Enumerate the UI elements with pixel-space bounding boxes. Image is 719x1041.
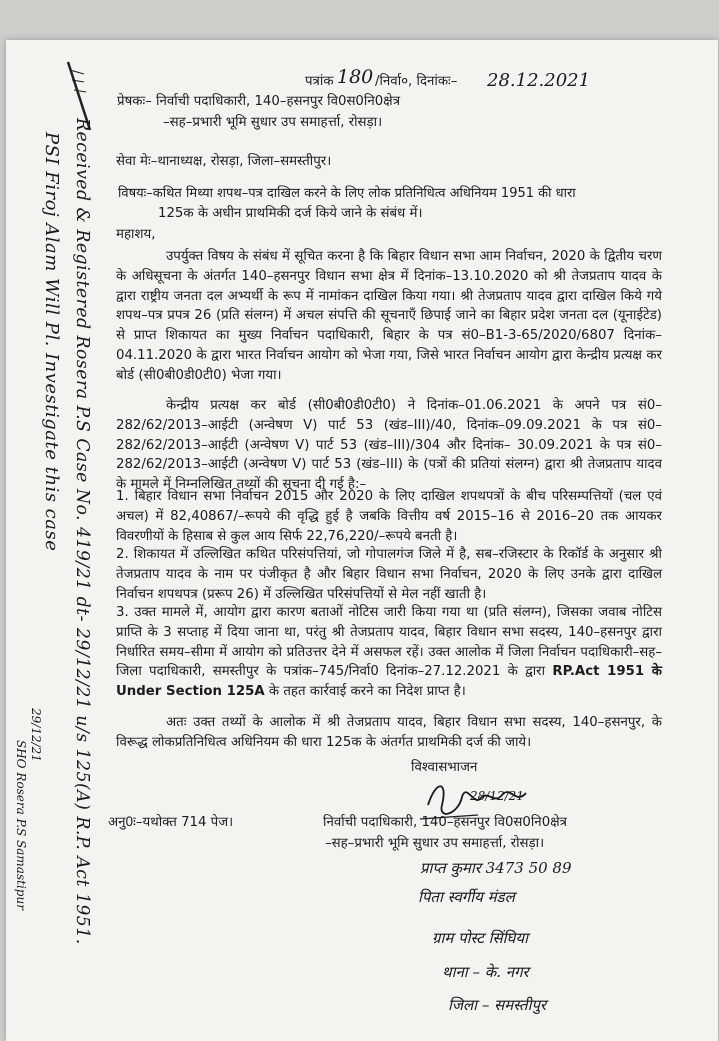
point-3-text: 3. उक्त मामले में, आयोग द्वारा कारण बताओं नोटिस जारी किया गया था (प्रति संलग्न), जिसका जवाब नोटिस प्राप्ति के 3 सप्ताह में दिया जाना था, परंतु श्री तेजप्रताप यादव, बिहार विधान सभा सदस्य, 140–हसनपुर द्वारा निर्धारित समय–सीमा में आयोग को प्रतिउत्तर देने में असफल रहें। उक्त आलोक में जिला निर्वाचन पदाधिकारी–सह–जिला पदाधिकारी, समस्तीपुर के पत्रांक–745/निर्वा0 दिनांक–27.12.2021 के द्वारा bbox=[116, 605, 662, 680]
ref-number: 180 bbox=[337, 66, 374, 88]
paragraph-2: केन्द्रीय प्रत्यक्ष कर बोर्ड (सी0बी0डी0टी0) ने दिनांक–01.06.2021 के अपने पत्र सं0–282/62/2013–आईटी (अन्वेषण V) पार्ट 53 (खंड–III)/40, दिनांक–09.09.2021 के पत्र सं0–282/62/2013–आईटी (अन्वेषण V) पार्ट 53 (खंड–III)/304 और दिनांक– 30.09.2021 के पत्र सं0–282/62/2013–आईटी (अन्वेषण V) पार्ट 53 (खंड–III) के (पत्रों की प्रतियां संलग्न) द्वारा श्री तेजप्रताप यादव के मामले में निम्नलिखित तथ्यों की सूचना दी गई है:– bbox=[116, 398, 662, 493]
recipient: सेवा मेः–थानाध्यक्ष, रोसड़ा, जिला–समस्तीपुर। bbox=[116, 154, 332, 169]
sender-line1: प्रेषकः– निर्वाची पदाधिकारी, 140–हसनपुर वि0स0नि0क्षेत्र bbox=[117, 94, 401, 109]
endorsement-line-2: पिता स्वर्गीय मंडल bbox=[418, 888, 515, 906]
point-3-act: RP.Act 1951 के Under Section 125A bbox=[116, 664, 662, 700]
margin-note-line-2: PSI Firoj Alam Will Pl. Investigate this case bbox=[41, 132, 62, 552]
ref-suffix: /निर्वा०, दिनांकः– bbox=[375, 74, 458, 89]
paragraph-3: अतः उक्त तथ्यों के आलोक में श्री तेजप्रताप यादव, बिहार विधान सभा सदस्य, 140–हसनपुर, के विरूद्ध लोकप्रतिनिधित्व अधिनियम की धारा 125क के अंतर्गत प्राथमिकी दर्ज की जाये। bbox=[116, 715, 662, 750]
paragraph-1: उपर्युक्त विषय के संबंध में सूचित करना है कि बिहार विधान सभा आम निर्वाचन, 2020 के द्वितीय चरण के अधिसूचना के अंतर्गत 140–हसनपुर विधान सभा क्षेत्र में दिनांक–13.10.2020 को श्री तेजप्रताप यादव के द्वारा राष्ट्रीय जनता दल अभ्यर्थी के रूप में नामांकन दाखिल किया गया। श्री तेजप्रताप यादव द्वारा दाखिल किये गये शपथ–पत्र प्रपत्र 26 (प्रति संलग्न) में अचल संपत्ति की सूचनाएँ छिपाई जाने का बिहार प्रदेश जनता दल (यूनाईटेड) से प्राप्त शिकायत का मुख्य निर्वाचन पदाधिकारी, बिहार के पत्र सं0–B1-3-65/2020/6807 दिनांक–04.11.2020 के द्वारा भारत निर्वाचन आयोग को भेजा गया, जिसे भारत निर्वाचन आयोग द्वारा केन्द्रीय प्रत्यक्ष कर बोर्ड (सी0बी0डी0टी0) भेजा गया। bbox=[116, 249, 662, 383]
endorsement-line-5: जिला – समस्तीपुर bbox=[448, 996, 547, 1014]
margin-note-date: 29/12/21 bbox=[29, 708, 43, 762]
margin-note-line-1: Received & Registered Rosera P.S Case No. 419/21 dt- 29/12/21 u/s 125(A) R.P. Act 1951. bbox=[72, 118, 93, 945]
closing: विश्वासभाजन bbox=[411, 760, 478, 775]
salutation: महाशय, bbox=[116, 227, 156, 242]
point-3-tail: के तहत कार्रवाई करने का निदेश प्राप्त है। bbox=[264, 684, 466, 700]
point-1: 1. बिहार विधान सभा निर्वाचन 2015 और 2020 के लिए दाखिल शपथपत्रों के बीच परिसम्पत्तियों (चल एवं अचल) में 82,40867/–रूपये की वृद्धि हुई है जबकि वित्तीय वर्ष 2015–16 से 2016–20 तक आयकर विवरणीयों के हिसाब से कुल आय सिर्फ 22,76,220/–रूपये बनती है। bbox=[116, 489, 662, 544]
margin-sho-stamp: SHO Rosera P.S Samastipur bbox=[14, 740, 28, 910]
sign-line2: –सह–प्रभारी भूमि सुधार उप समाहर्त्ता, रोसड़ा। bbox=[325, 836, 545, 851]
ref-date: 28.12.2021 bbox=[487, 70, 591, 91]
enclosure: अनु0ः–यथोक्त 714 पेज। bbox=[108, 815, 234, 830]
sign-line1: निर्वाची पदाधिकारी, 140–हसनपुर वि0स0नि0क्षेत्र bbox=[323, 815, 568, 830]
signature-date: 28/12/21 bbox=[470, 789, 524, 803]
sender-line2: –सह–प्रभारी भूमि सुधार उप समाहर्त्ता, रोसड़ा। bbox=[163, 115, 383, 130]
endorsement-line-3: ग्राम पोस्ट सिंघिया bbox=[432, 929, 529, 947]
point-2: 2. शिकायत में उल्लिखित कथित परिसंपत्तियां, जो गोपालगंज जिले में है, सब–रजिस्टार के रिकॉर्ड के अनुसार श्री तेजप्रताप यादव के नाम पर पंजीकृत है और बिहार विधान सभा निर्वाचन, 2020 के लिए उनके द्वारा दाखिल निर्वाचन शपथपत्र (प्ररूप 26) में उल्लिखित परिसंपत्तियों से मेल नहीं खाती है। bbox=[116, 547, 662, 602]
subject-line2: 125क के अधीन प्राथमिकी दर्ज किये जाने के संबंध में। bbox=[158, 206, 423, 221]
subject-line1: विषयः–कथित मिथ्या शपथ–पत्र दाखिल करने के लिए लोक प्रतिनिधित्व अधिनियम 1951 की धारा bbox=[118, 186, 576, 201]
endorsement-line-4: थाना – के. नगर bbox=[442, 963, 529, 981]
endorsement-line-1: प्राप्त कुमार 3473 50 89 bbox=[420, 859, 572, 877]
ref-label: पत्रांक bbox=[305, 74, 334, 89]
point-3 bbox=[116, 603, 662, 702]
